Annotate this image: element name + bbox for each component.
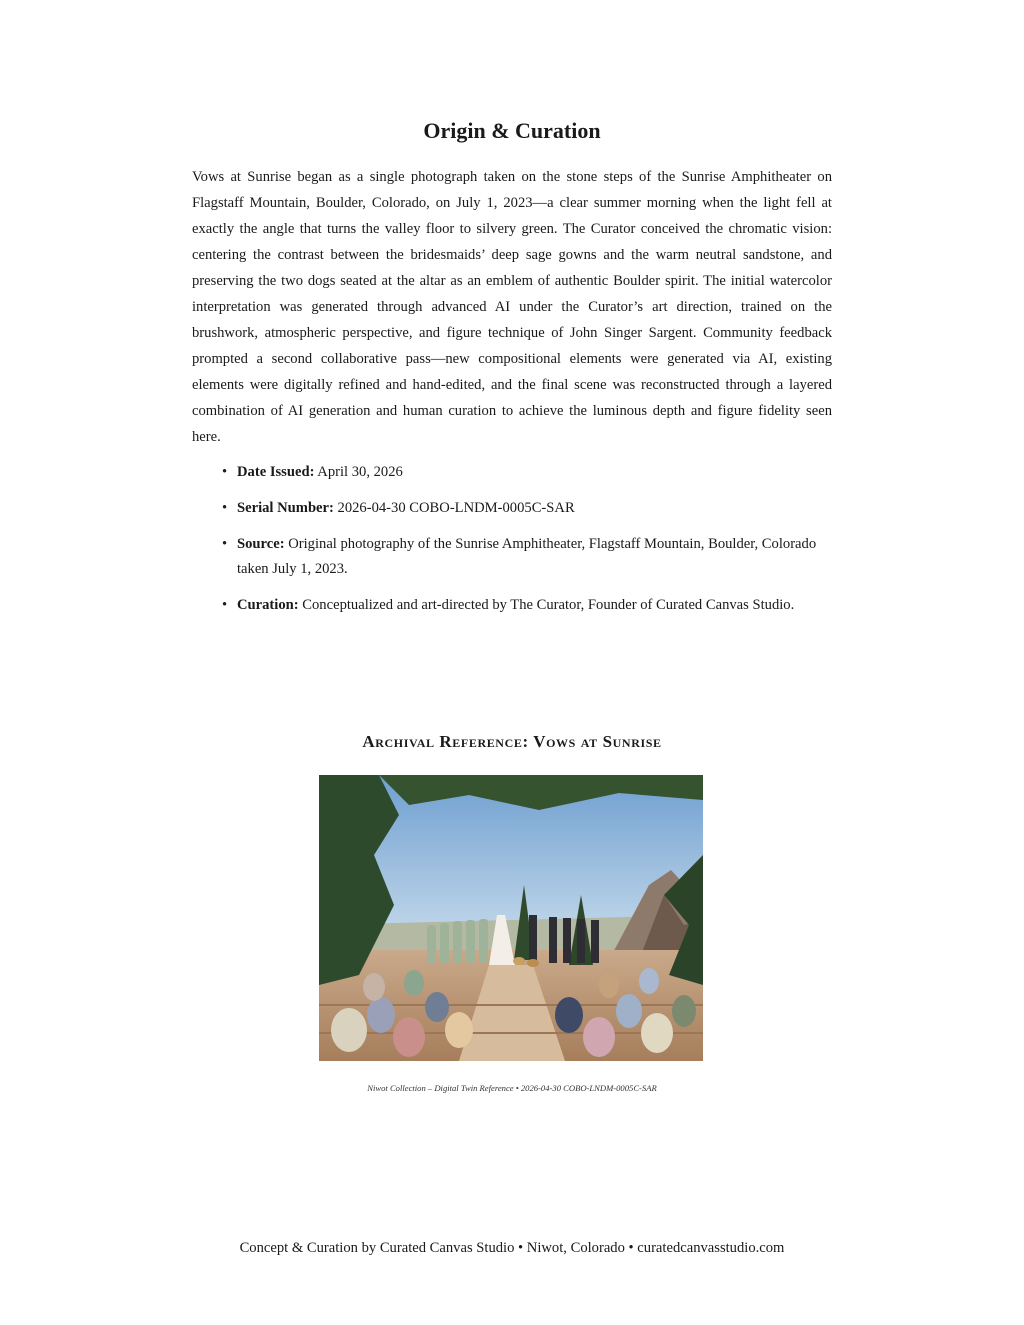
details-list [192,460,832,629]
detail-curation [192,593,832,618]
wedding-watercolor-image [319,775,703,1061]
detail-value: April 30, 2026 [317,464,403,480]
image-caption: Niwot Collection – Digital Twin Reference • 2026-04-30 COBO-LNDM-0005C-SAR [367,1083,657,1093]
image-section-title: Archival Reference: Vows at Sunrise [362,732,662,751]
detail-value: Original photography of the Sunrise Amphitheater, Flagstaff Mountain, Boulder, Colorado taken July 1, 2023. [237,536,817,577]
origin-paragraph: Vows at Sunrise began as a single photograph taken on the stone steps of the Sunrise Amphitheater on Flagstaff Mountain, Boulder, Colorado, on July 1, 2023—a clear summer morning when the light fell at exactly the angle that turns the valley floor to silvery green. The Curator conceived the chromatic vision: centering the contrast between the bridesmaids’ deep sage gowns and the warm neutral sandstone, and preserving the two dogs seated at the altar as an emblem of authentic Boulder spirit. The initial watercolor interpretation was generated through advanced AI under the Curator’s art direction, trained on the brushwork, atmospheric perspective, and figure technique of John Singer Sargent. Community feedback prompted a second collaborative pass—new compositional elements were generated via AI, existing elements were digitally refined and hand-edited, and the final scene was reconstructed through a layered combination of AI generation and human curation to achieve the luminous depth and figure fidelity seen here. [192,169,832,445]
detail-source [192,532,832,582]
dog-shape [513,957,525,965]
detail-value: Conceptualized and art-directed by The Curator, Founder of Curated Canvas Studio. [302,597,795,613]
bullet-icon: • [222,536,228,552]
detail-date-issued [192,460,832,485]
bullet-icon: • [222,597,228,613]
detail-label: Serial Number: [237,500,334,516]
dog-shape [527,959,539,967]
detail-label: Source: [237,536,285,552]
page-footer: Concept & Curation by Curated Canvas Studio • Niwot, Colorado • curatedcanvasstudio.com [239,1240,785,1256]
detail-value: 2026-04-30 COBO-LNDM-0005C-SAR [337,500,575,516]
page-title: Origin & Curation [423,118,601,143]
detail-label: Date Issued: [237,464,315,480]
detail-serial-number [192,496,832,521]
detail-label: Curation: [237,597,299,613]
bullet-icon: • [222,500,228,516]
bullet-icon: • [222,464,228,480]
